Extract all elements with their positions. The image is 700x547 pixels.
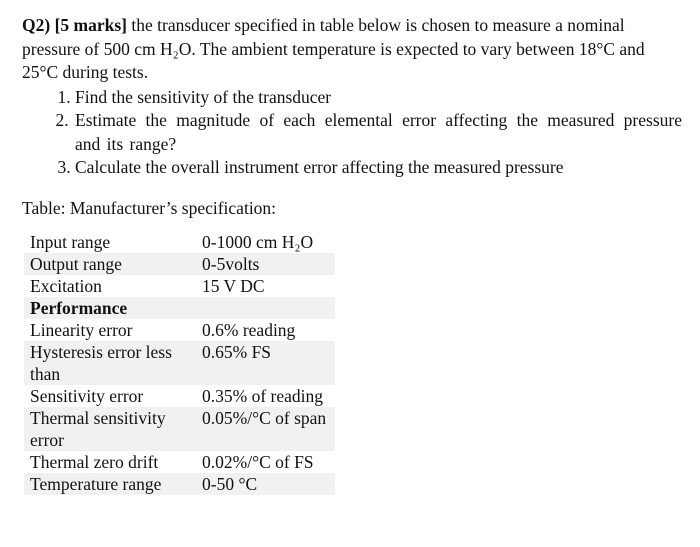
row-label: Thermal sensitivity error <box>24 407 196 451</box>
task-item: 1. Find the sensitivity of the transducer <box>75 86 682 110</box>
row-value <box>196 297 335 319</box>
task-item: 2. Estimate the magnitude of each elemental error affecting the measured pressure and its range? <box>75 109 682 156</box>
specification-table <box>24 231 335 495</box>
row-label: Thermal zero drift <box>30 452 159 472</box>
row-value: 0.65% FS <box>196 341 335 385</box>
row-label: Hysteresis error less than <box>24 341 196 385</box>
table-row <box>24 385 335 407</box>
row-value: 0-5volts <box>196 253 335 275</box>
question-text: the transducer specified in table below is chosen to measure a nominal pressure of 500 cm H₂O. The ambient temperature is expected to vary between 18°C and 25°C during tests. <box>22 15 645 82</box>
table-row <box>24 451 335 473</box>
row-value: 0-50 °C <box>196 473 335 495</box>
row-label: Input range <box>30 232 111 252</box>
row-label: Excitation <box>30 276 102 296</box>
row-value: 15 V DC <box>202 276 265 296</box>
row-value: 0.02%/°C of FS <box>202 452 314 472</box>
row-label: Temperature range <box>24 473 196 495</box>
question-marks: [5 marks] <box>54 15 127 35</box>
task-item: 3. Calculate the overall instrument error affecting the measured pressure <box>75 156 682 180</box>
row-value: 0.6% reading <box>202 320 296 340</box>
row-value: 0-1000 cm H₂O <box>202 232 314 252</box>
table-row <box>24 341 335 385</box>
table-caption: Table: Manufacturer’s specification: <box>22 198 277 218</box>
table-row <box>24 473 335 495</box>
table-row <box>24 319 335 341</box>
table-row <box>24 231 335 253</box>
section-heading: Performance <box>24 297 196 319</box>
table-row <box>24 297 335 319</box>
task-list <box>22 86 682 180</box>
question-number: Q2) <box>22 15 51 35</box>
table-row <box>24 275 335 297</box>
question-block <box>22 14 682 180</box>
question-intro <box>22 14 682 85</box>
table-row <box>24 407 335 451</box>
table-row <box>24 253 335 275</box>
row-value: 0.35% of reading <box>202 386 324 406</box>
row-value: 0.05%/°C of span <box>196 407 335 451</box>
row-label: Linearity error <box>30 320 133 340</box>
row-label: Output range <box>24 253 196 275</box>
row-label: Sensitivity error <box>30 386 144 406</box>
